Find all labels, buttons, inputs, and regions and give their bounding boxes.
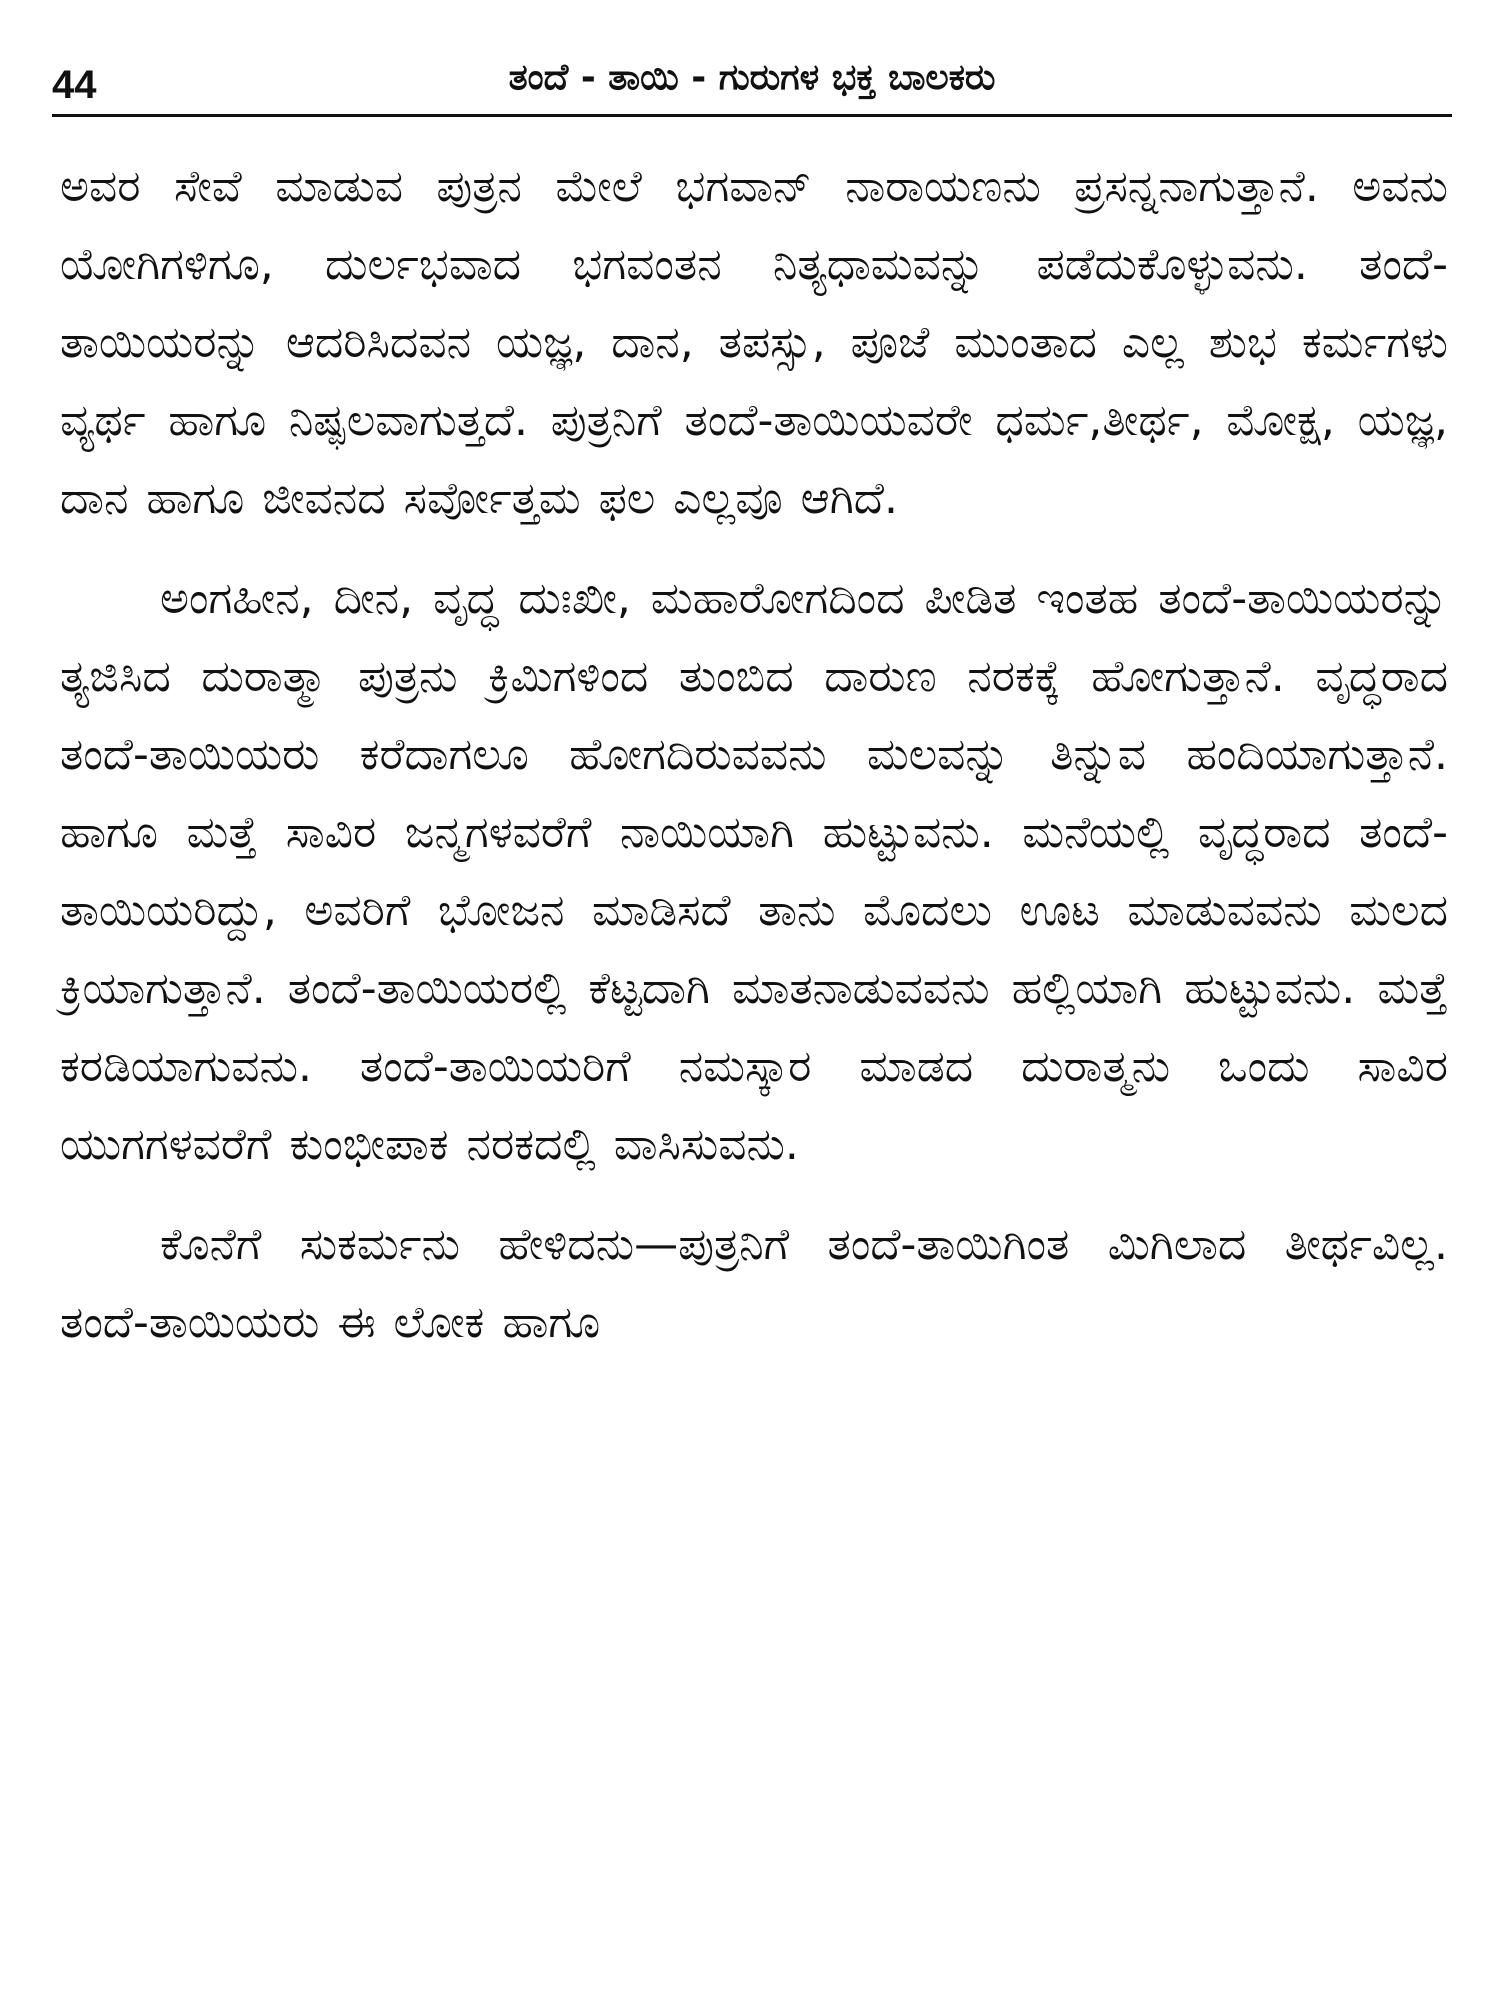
running-title: ತಂದೆ - ತಾಯಿ - ಗುರುಗಳ ಭಕ್ತ ಬಾಲಕರು <box>508 57 996 98</box>
paragraph-1: ಅವರ ಸೇವೆ ಮಾಡುವ ಪುತ್ರನ ಮೇಲೆ ಭಗವಾನ್ ನಾರಾಯಣನು ಪ್ರಸನ್ನನಾಗುತ್ತಾನೆ. ಅವನು ಯೋಗಿಗಳಿಗೂ, ದುರ್ಲಭವಾದ ಭಗವಂತನ ನಿತ್ಯಧಾಮವನ್ನು ಪಡೆದುಕೊಳ್ಳುವನು. ತಂದೆ-ತಾಯಿಯರನ್ನು ಆದರಿಸಿದವನ ಯಜ್ಞ, ದಾನ, ತಪಸ್ಸು, ಪೂಜೆ ಮುಂತಾದ ಎಲ್ಲ ಶುಭ ಕರ್ಮಗಳು ವ್ಯರ್ಥ ಹಾಗೂ ನಿಷ್ಫಲವಾಗುತ್ತದೆ. ಪುತ್ರನಿಗೆ ತಂದೆ-ತಾಯಿಯವರೇ ಧರ್ಮ,ತೀರ್ಥ, ಮೋಕ್ಷ, ಯಜ್ಞ, ದಾನ ಹಾಗೂ ಜೀವನದ ಸರ್ವೋತ್ತಮ ಫಲ ಎಲ್ಲವೂ ಆಗಿದೆ. <box>60 161 1448 524</box>
header-rule <box>52 114 1452 117</box>
page-header <box>52 50 1452 114</box>
paragraph-3: ಕೊನೆಗೆ ಸುಕರ್ಮನು ಹೇಳಿದನು—ಪುತ್ರನಿಗೆ ತಂದೆ-ತಾಯಿಗಿಂತ ಮಿಗಿಲಾದ ತೀರ್ಥವಿಲ್ಲ. ತಂದೆ-ತಾಯಿಯರು ಈ ಲೋಕ ಹಾಗೂ <box>60 1219 1448 1348</box>
paragraph-2: ಅಂಗಹೀನ, ದೀನ, ವೃದ್ಧ ದುಃಖೀ, ಮಹಾರೋಗದಿಂದ ಪೀಡಿತ ಇಂತಹ ತಂದೆ-ತಾಯಿಯರನ್ನು ತ್ಯಜಿಸಿದ ದುರಾತ್ಮಾ ಪುತ್ರನು ಕ್ರಿಮಿಗಳಿಂದ ತುಂಬಿದ ದಾರುಣ ನರಕಕ್ಕೆ ಹೋಗುತ್ತಾನೆ. ವೃದ್ಧರಾದ ತಂದೆ-ತಾಯಿಯರು ಕರೆದಾಗಲೂ ಹೋಗದಿರುವವನು ಮಲವನ್ನು ತಿನ್ನುವ ಹಂದಿಯಾಗುತ್ತಾನೆ. ಹಾಗೂ ಮತ್ತೆ ಸಾವಿರ ಜನ್ಮಗಳವರೆಗೆ ನಾಯಿಯಾಗಿ ಹುಟ್ಟುವನು. ಮನೆಯಲ್ಲಿ ವೃದ್ಧರಾದ ತಂದೆ-ತಾಯಿಯರಿದ್ದು, ಅವರಿಗೆ ಭೋಜನ ಮಾಡಿಸದೆ ತಾನು ಮೊದಲು ಊಟ ಮಾಡುವವನು ಮಲದ ಕ್ರಿಯಾಗುತ್ತಾನೆ. ತಂದೆ-ತಾಯಿಯರಲ್ಲಿ ಕೆಟ್ಟದಾಗಿ ಮಾತನಾಡುವವನು ಹಲ್ಲಿಯಾಗಿ ಹುಟ್ಟುವನು. ಮತ್ತೆ ಕರಡಿಯಾಗುವನು. ತಂದೆ-ತಾಯಿಯರಿಗೆ ನಮಸ್ಕಾರ ಮಾಡದ ದುರಾತ್ಮನು ಒಂದು ಸಾವಿರ ಯುಗಗಳವರೆಗೆ ಕುಂಭೀಪಾಕ ನರಕದಲ್ಲಿ ವಾಸಿಸುವನು. <box>60 573 1448 1170</box>
page-number: 44 <box>52 63 97 107</box>
body-text <box>60 148 1448 1362</box>
